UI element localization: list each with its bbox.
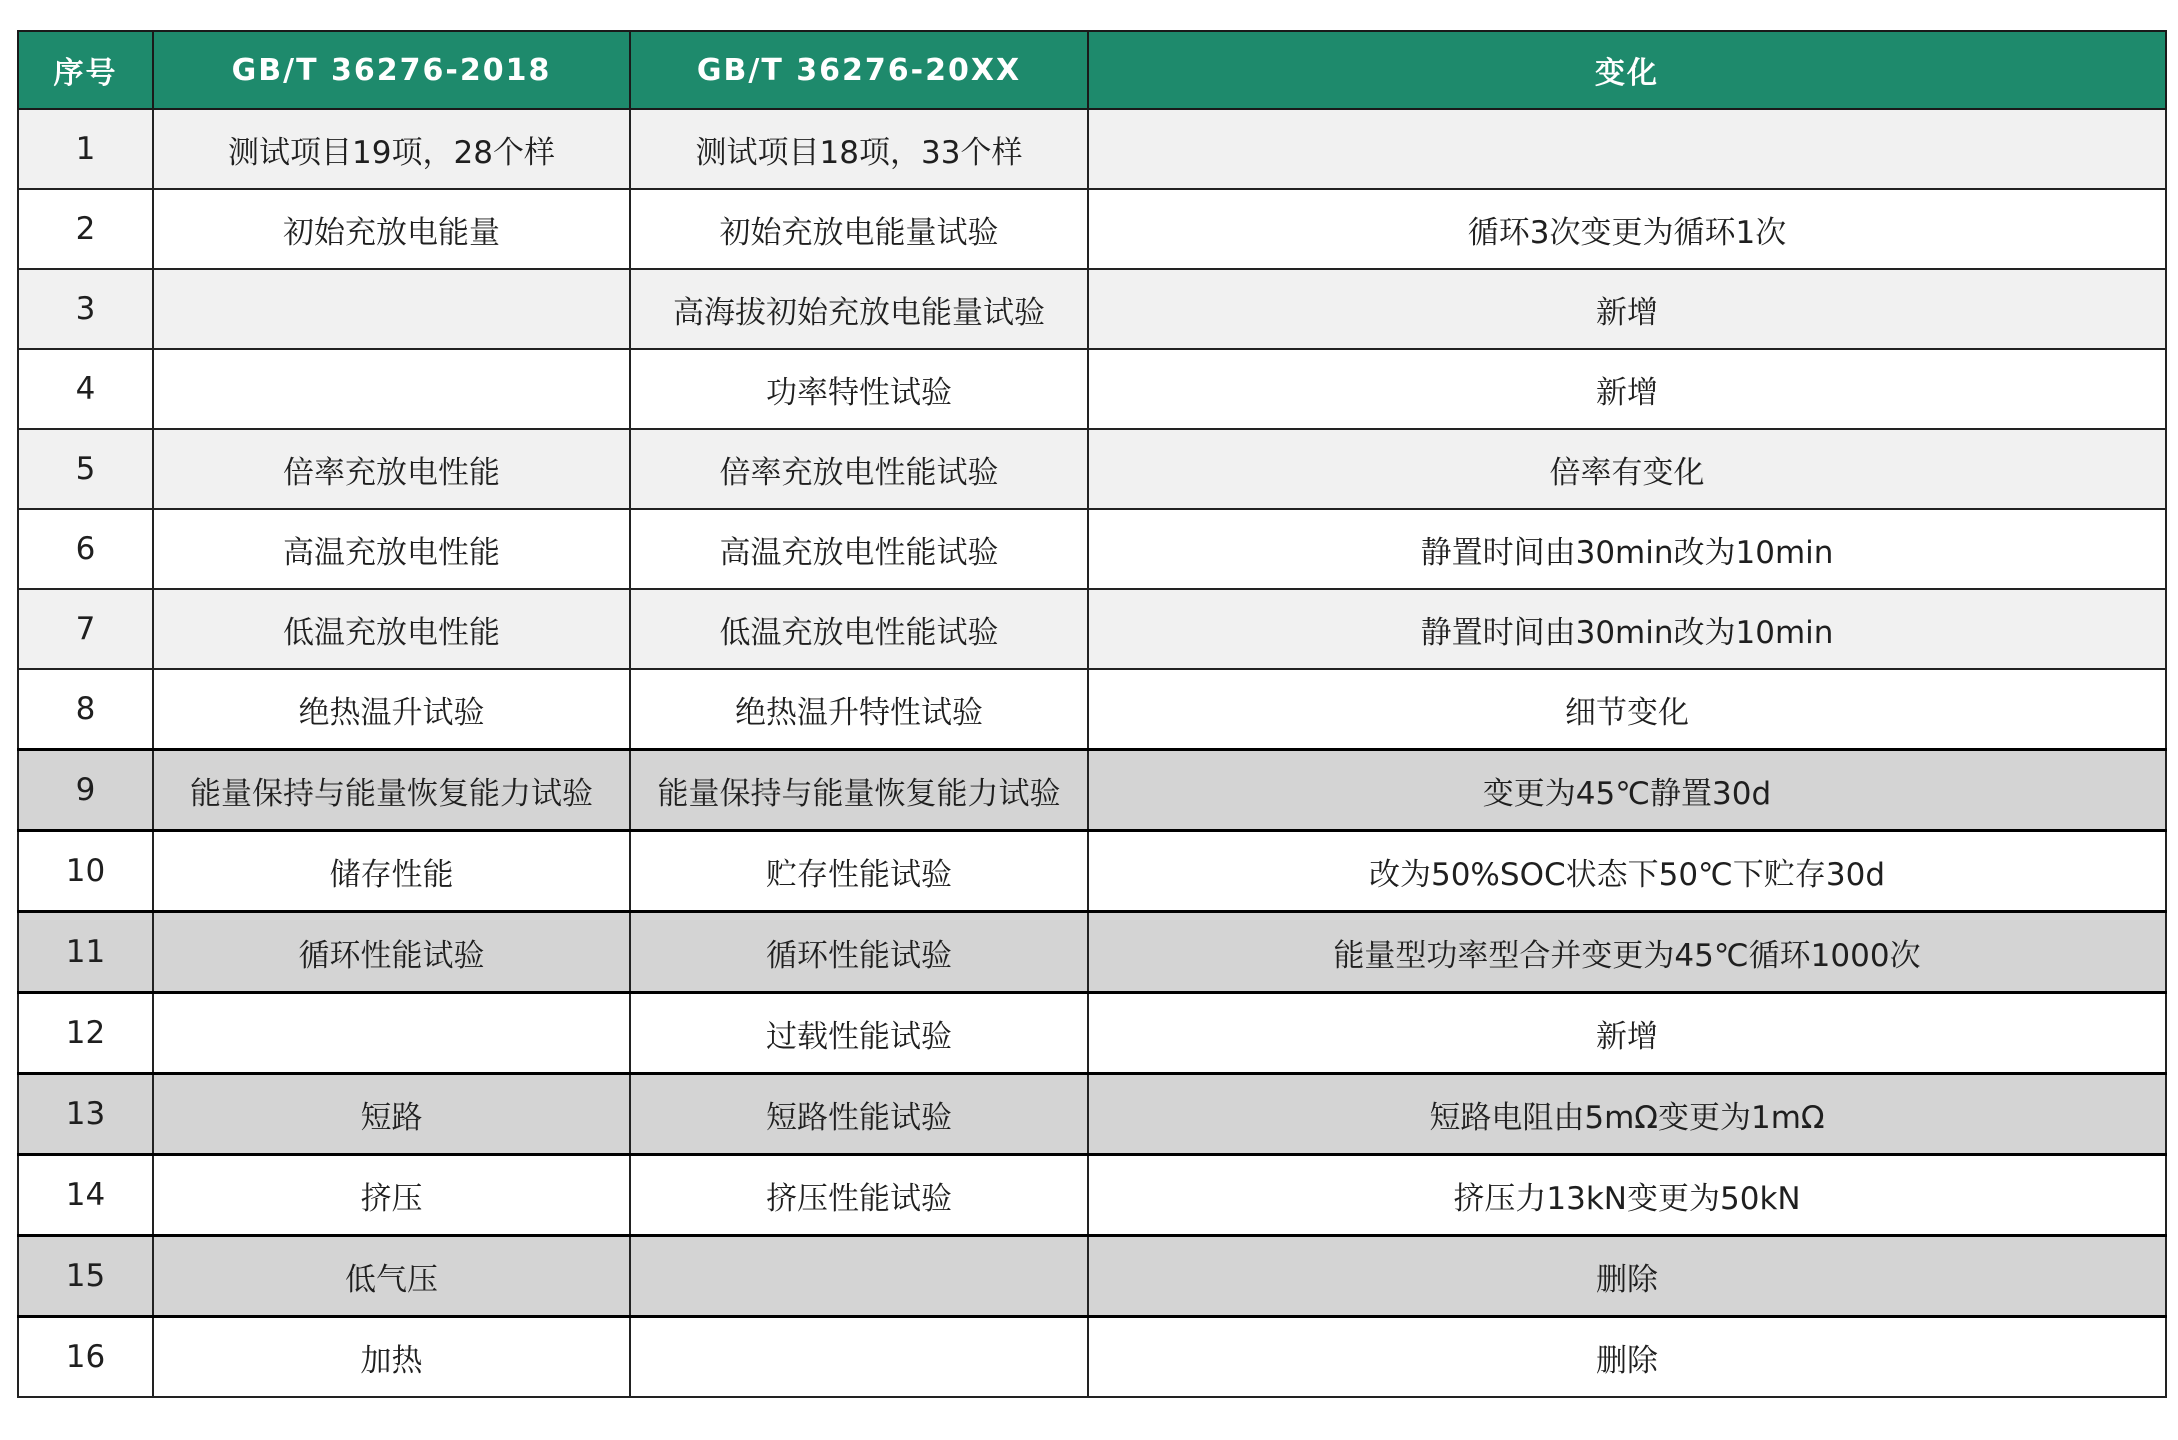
cell-old-standard: 储存性能 <box>153 831 630 912</box>
cell-index: 12 <box>18 993 153 1074</box>
cell-new-standard: 贮存性能试验 <box>630 831 1088 912</box>
comparison-table-container <box>17 30 2165 1398</box>
cell-index: 4 <box>18 349 153 429</box>
cell-old-standard: 倍率充放电性能 <box>153 429 630 509</box>
table-row <box>18 269 2166 349</box>
table-row <box>18 189 2166 269</box>
cell-index: 10 <box>18 831 153 912</box>
cell-change: 循环3次变更为循环1次 <box>1088 189 2166 269</box>
table-row <box>18 669 2166 750</box>
cell-old-standard: 绝热温升试验 <box>153 669 630 750</box>
cell-index: 15 <box>18 1236 153 1317</box>
table-header-row <box>18 31 2166 109</box>
cell-old-standard: 低气压 <box>153 1236 630 1317</box>
cell-change: 细节变化 <box>1088 669 2166 750</box>
cell-index: 11 <box>18 912 153 993</box>
cell-new-standard: 过载性能试验 <box>630 993 1088 1074</box>
table-row <box>18 509 2166 589</box>
cell-change: 变更为45℃静置30d <box>1088 750 2166 831</box>
cell-new-standard: 循环性能试验 <box>630 912 1088 993</box>
cell-new-standard: 高温充放电性能试验 <box>630 509 1088 589</box>
cell-change: 挤压力13kN变更为50kN <box>1088 1155 2166 1236</box>
cell-old-standard: 测试项目19项，28个样 <box>153 109 630 189</box>
cell-change: 能量型功率型合并变更为45℃循环1000次 <box>1088 912 2166 993</box>
cell-new-standard: 高海拔初始充放电能量试验 <box>630 269 1088 349</box>
cell-old-standard: 高温充放电性能 <box>153 509 630 589</box>
standard-comparison-table <box>17 30 2167 1398</box>
table-row <box>18 1155 2166 1236</box>
cell-old-standard: 初始充放电能量 <box>153 189 630 269</box>
cell-new-standard: 初始充放电能量试验 <box>630 189 1088 269</box>
cell-new-standard <box>630 1236 1088 1317</box>
cell-new-standard <box>630 1317 1088 1398</box>
cell-old-standard: 低温充放电性能 <box>153 589 630 669</box>
cell-new-standard: 能量保持与能量恢复能力试验 <box>630 750 1088 831</box>
cell-change: 短路电阻由5mΩ变更为1mΩ <box>1088 1074 2166 1155</box>
cell-index: 16 <box>18 1317 153 1398</box>
cell-change: 静置时间由30min改为10min <box>1088 589 2166 669</box>
cell-new-standard: 挤压性能试验 <box>630 1155 1088 1236</box>
cell-old-standard: 能量保持与能量恢复能力试验 <box>153 750 630 831</box>
cell-index: 3 <box>18 269 153 349</box>
cell-old-standard <box>153 269 630 349</box>
cell-index: 6 <box>18 509 153 589</box>
table-row <box>18 993 2166 1074</box>
table-row <box>18 1236 2166 1317</box>
cell-change: 新增 <box>1088 269 2166 349</box>
cell-old-standard <box>153 349 630 429</box>
cell-new-standard: 测试项目18项，33个样 <box>630 109 1088 189</box>
table-row <box>18 1317 2166 1398</box>
cell-old-standard: 循环性能试验 <box>153 912 630 993</box>
cell-index: 7 <box>18 589 153 669</box>
cell-old-standard: 加热 <box>153 1317 630 1398</box>
cell-index: 13 <box>18 1074 153 1155</box>
cell-index: 2 <box>18 189 153 269</box>
table-row <box>18 589 2166 669</box>
cell-change: 删除 <box>1088 1236 2166 1317</box>
cell-change: 删除 <box>1088 1317 2166 1398</box>
cell-index: 1 <box>18 109 153 189</box>
cell-change <box>1088 109 2166 189</box>
cell-change: 新增 <box>1088 349 2166 429</box>
table-row <box>18 429 2166 509</box>
table-row <box>18 349 2166 429</box>
cell-new-standard: 绝热温升特性试验 <box>630 669 1088 750</box>
cell-index: 14 <box>18 1155 153 1236</box>
cell-change: 改为50%SOC状态下50℃下贮存30d <box>1088 831 2166 912</box>
table-row <box>18 750 2166 831</box>
cell-change: 静置时间由30min改为10min <box>1088 509 2166 589</box>
table-row <box>18 1074 2166 1155</box>
header-index: 序号 <box>18 31 153 109</box>
cell-change: 新增 <box>1088 993 2166 1074</box>
cell-new-standard: 倍率充放电性能试验 <box>630 429 1088 509</box>
table-row <box>18 912 2166 993</box>
cell-change: 倍率有变化 <box>1088 429 2166 509</box>
cell-new-standard: 短路性能试验 <box>630 1074 1088 1155</box>
cell-index: 5 <box>18 429 153 509</box>
cell-new-standard: 功率特性试验 <box>630 349 1088 429</box>
cell-index: 8 <box>18 669 153 750</box>
cell-new-standard: 低温充放电性能试验 <box>630 589 1088 669</box>
cell-index: 9 <box>18 750 153 831</box>
header-new-standard: GB/T 36276-20XX <box>630 31 1088 109</box>
header-old-standard: GB/T 36276-2018 <box>153 31 630 109</box>
header-change: 变化 <box>1088 31 2166 109</box>
table-row <box>18 109 2166 189</box>
cell-old-standard: 挤压 <box>153 1155 630 1236</box>
table-body <box>18 109 2166 1397</box>
cell-old-standard: 短路 <box>153 1074 630 1155</box>
cell-old-standard <box>153 993 630 1074</box>
table-row <box>18 831 2166 912</box>
